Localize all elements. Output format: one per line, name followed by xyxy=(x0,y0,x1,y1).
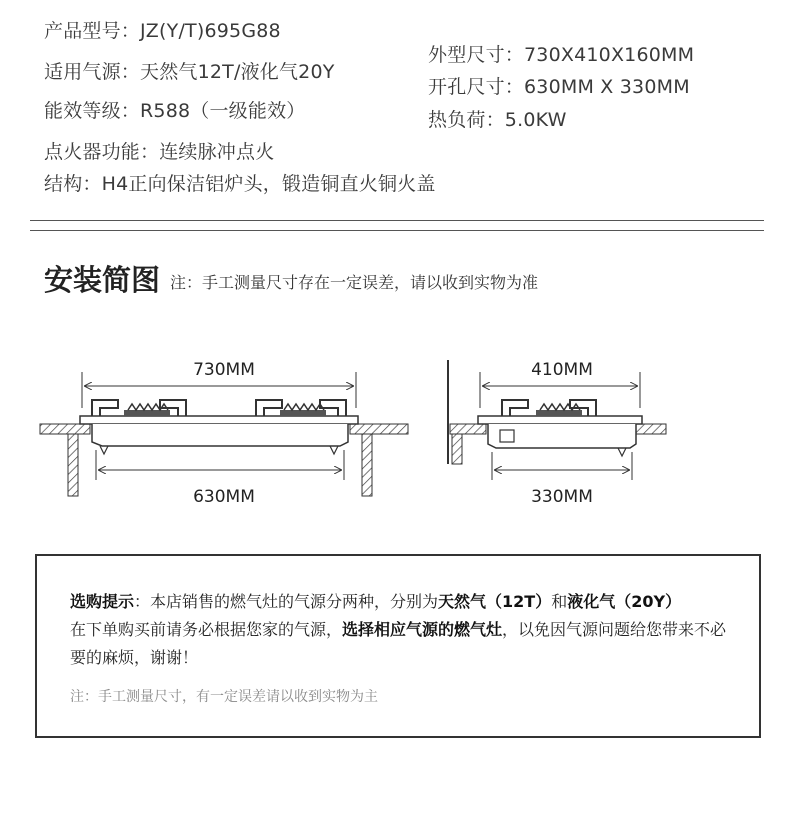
spec-structure: 结构：H4正向保洁铝炉头，锻造铜直火铜火盖 xyxy=(44,173,436,195)
tip-note: 注：手工测量尺寸，有一定误差请以收到实物为主 xyxy=(70,689,378,705)
side-counter-right xyxy=(634,424,666,434)
side-counter-left xyxy=(450,424,486,434)
section-note: 注：手工测量尺寸存在一定误差，请以收到实物为准 xyxy=(170,273,539,292)
side-burner xyxy=(536,410,582,416)
front-foot-left xyxy=(100,446,108,454)
spec-size: 外型尺寸：730X410X160MM xyxy=(428,44,695,66)
divider-bottom xyxy=(30,230,764,231)
spec-cutout: 开孔尺寸：630MM X 330MM xyxy=(428,76,690,98)
front-glass-top xyxy=(80,416,358,424)
side-flame xyxy=(540,404,580,410)
spec-heat-load: 热负荷：5.0KW xyxy=(428,109,567,131)
spec-model: 产品型号：JZ(Y/T)695G88 xyxy=(44,20,281,42)
front-pan-support-1 xyxy=(92,400,118,416)
front-cutout-label: 630MM xyxy=(193,487,255,507)
spec-ignition: 点火器功能：连续脉冲点火 xyxy=(44,141,275,163)
front-counter-left xyxy=(40,424,90,434)
tip-and: 和 xyxy=(551,592,568,611)
spec-gas: 适用气源：天然气12T/液化气20Y xyxy=(44,61,335,83)
front-foot-right xyxy=(330,446,338,454)
side-valve-box xyxy=(500,430,514,442)
install-diagram xyxy=(0,330,790,520)
front-cabinet-right xyxy=(362,434,372,496)
divider-top xyxy=(30,220,764,221)
tip-part-1: ：本店销售的燃气灶的气源分两种，分别为 xyxy=(134,592,439,611)
tip-part-2: 在下单购买前请务必根据您家的气源， xyxy=(70,620,343,639)
side-cabinet xyxy=(452,434,462,464)
front-burner-right xyxy=(280,410,326,416)
front-cabinet-left xyxy=(68,434,78,496)
front-flame-left xyxy=(128,404,168,410)
front-pan-support-3 xyxy=(256,400,282,416)
side-glass-top xyxy=(478,416,642,424)
tip-lpg: 液化气（20Y） xyxy=(567,592,682,611)
tip-choose: 选择相应气源的燃气灶 xyxy=(342,620,503,639)
front-flame-right xyxy=(284,404,324,410)
tip-natural-gas: 天然气（12T） xyxy=(438,592,552,611)
front-width-label: 730MM xyxy=(193,360,255,380)
front-burner-left xyxy=(124,410,170,416)
side-cutout-label: 330MM xyxy=(531,487,593,507)
purchase-tip-box xyxy=(35,554,761,738)
side-depth-label: 410MM xyxy=(531,360,593,380)
side-pan-support-1 xyxy=(502,400,528,416)
front-body xyxy=(92,424,348,446)
section-title: 安装简图 xyxy=(44,263,161,297)
spec-efficiency: 能效等级：R588（一级能效） xyxy=(44,100,306,122)
tip-label: 选购提示 xyxy=(70,592,135,611)
tip-part-3: ，以免因气源问题给您带来不必要的麻烦，谢谢！ xyxy=(70,620,727,667)
side-view xyxy=(448,360,666,507)
side-foot xyxy=(618,448,626,456)
front-counter-right xyxy=(350,424,408,434)
front-view xyxy=(40,360,408,507)
purchase-tip-text xyxy=(70,588,740,672)
